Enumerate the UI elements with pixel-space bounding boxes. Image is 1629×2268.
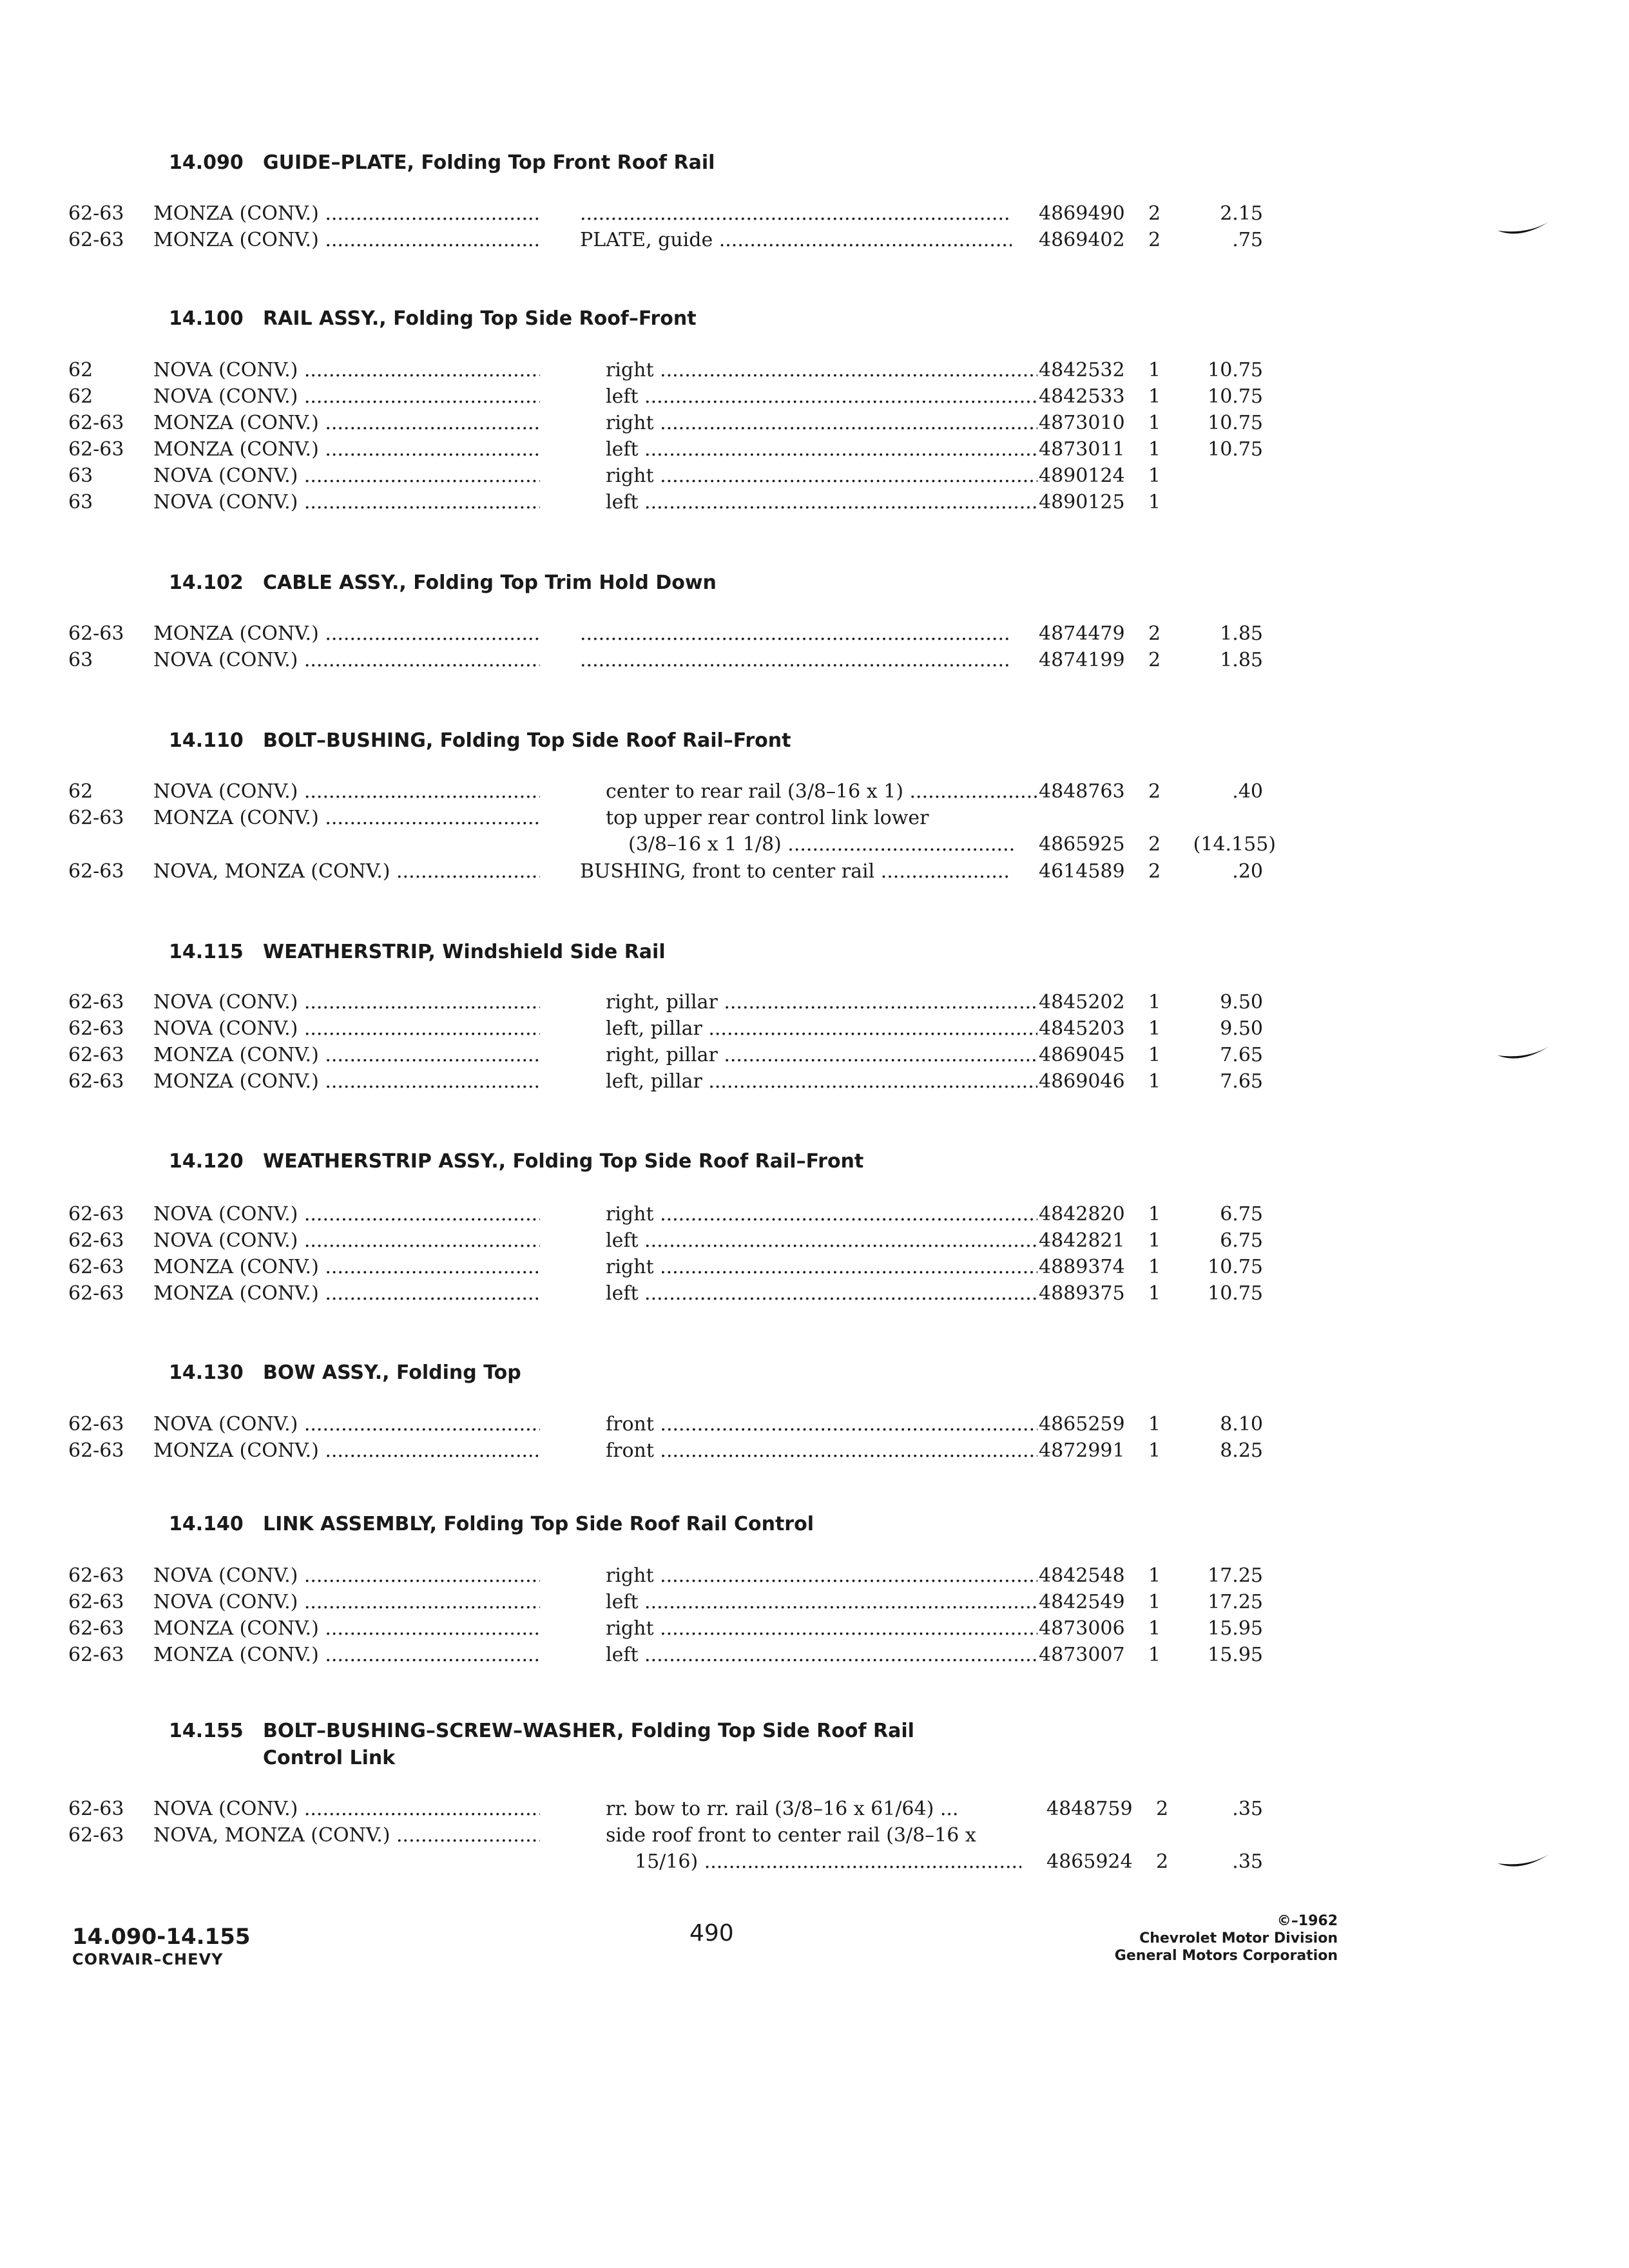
- part-number-cell: 4848759: [1046, 1798, 1133, 1820]
- year-cell: 62: [68, 359, 93, 381]
- description-cell: [580, 648, 1012, 673]
- model-cell: MONZA (CONV.) .....: [153, 1069, 540, 1095]
- price-cell: 7.65: [1220, 1044, 1263, 1066]
- part-number-cell: 4845202: [1039, 991, 1125, 1014]
- model-cell: MONZA (CONV.) .....: [153, 621, 540, 647]
- model-cell: MONZA (CONV.) .....: [153, 805, 540, 831]
- table-row: [0, 490, 1629, 515]
- table-row: [0, 621, 1629, 647]
- part-number-cell: 4874479: [1039, 622, 1125, 645]
- model-cell: MONZA (CONV.) .....: [153, 410, 540, 436]
- table-row: [0, 648, 1629, 673]
- model-cell: NOVA (CONV.) .....: [153, 1563, 540, 1589]
- section-title: RAIL ASSY., Folding Top Side Roof–Front: [263, 307, 697, 330]
- model-cell: NOVA (CONV.) .....: [153, 648, 540, 673]
- part-number-cell: 4889375: [1039, 1282, 1125, 1305]
- year-cell: 62-63: [68, 807, 124, 829]
- table-row: [0, 990, 1629, 1015]
- quantity-cell: 2: [1148, 202, 1161, 225]
- table-row: [0, 1823, 1629, 1849]
- model-cell: MONZA (CONV.) .....: [153, 1254, 540, 1280]
- table-row: [0, 227, 1629, 253]
- section-title: LINK ASSEMBLY, Folding Top Side Roof Rail Control: [263, 1513, 814, 1535]
- table-row: [0, 384, 1629, 410]
- part-number-cell: 4865259: [1039, 1413, 1125, 1436]
- year-cell: 62-63: [68, 860, 124, 883]
- quantity-cell: 1: [1148, 359, 1161, 381]
- price-cell: 8.25: [1220, 1439, 1263, 1462]
- model-cell: MONZA (CONV.) .....: [153, 437, 540, 463]
- description-cell: right, pillar .....: [606, 990, 1037, 1015]
- description-cell: PLATE, guide .....: [580, 227, 1012, 253]
- check-mark-icon: [1495, 1043, 1553, 1068]
- year-cell: 62-63: [68, 622, 124, 645]
- quantity-cell: 1: [1148, 1282, 1161, 1305]
- table-row: [0, 1043, 1629, 1068]
- part-number-cell: 4873010: [1039, 412, 1125, 434]
- model-cell: MONZA (CONV.) .....: [153, 1642, 540, 1668]
- section-number: 14.155: [169, 1720, 244, 1742]
- description-cell: right .....: [606, 1563, 1037, 1589]
- description-cell: [580, 201, 1012, 227]
- price-cell: 17.25: [1208, 1564, 1263, 1587]
- year-cell: 62-63: [68, 1070, 124, 1093]
- section-number: 14.130: [169, 1361, 244, 1384]
- description-cell: front .....: [606, 1412, 1037, 1437]
- quantity-cell: 1: [1148, 1229, 1161, 1252]
- description-cell: left .....: [606, 384, 1037, 410]
- part-number-cell: 4873006: [1039, 1617, 1125, 1640]
- description-cell: left .....: [606, 490, 1037, 515]
- section-heading: [169, 727, 791, 754]
- description-cell: right .....: [606, 463, 1037, 489]
- model-cell: NOVA (CONV.) .....: [153, 1228, 540, 1254]
- quantity-cell: 1: [1148, 1617, 1161, 1640]
- model-cell: NOVA (CONV.) .....: [153, 1016, 540, 1042]
- check-mark-icon: [1495, 1850, 1553, 1876]
- description-cell: right .....: [606, 358, 1037, 383]
- model-cell: NOVA (CONV.) .....: [153, 463, 540, 489]
- part-number-cell: 4873011: [1039, 438, 1125, 461]
- table-row: [0, 1438, 1629, 1464]
- table-row: [0, 437, 1629, 463]
- part-number-cell: 4865924: [1046, 1850, 1133, 1873]
- price-cell: 9.50: [1220, 991, 1263, 1014]
- part-number-cell: 4869046: [1039, 1070, 1125, 1093]
- year-cell: 62-63: [68, 1017, 124, 1040]
- price-cell: 6.75: [1220, 1203, 1263, 1225]
- model-cell: NOVA (CONV.) .....: [153, 490, 540, 515]
- footer-series: CORVAIR–CHEVY: [72, 1950, 224, 1968]
- quantity-cell: 1: [1148, 1044, 1161, 1066]
- quantity-cell: 1: [1148, 385, 1161, 408]
- description-cell: left .....: [606, 1590, 1037, 1615]
- year-cell: 63: [68, 465, 93, 487]
- part-number-cell: 4842532: [1039, 359, 1125, 381]
- year-cell: 62-63: [68, 1617, 124, 1640]
- section-number: 14.140: [169, 1513, 244, 1535]
- price-cell: .20: [1232, 860, 1263, 883]
- price-cell: 9.50: [1220, 1017, 1263, 1040]
- table-row: [0, 832, 1629, 858]
- part-number-cell: 4614589: [1039, 860, 1125, 883]
- year-cell: 62-63: [68, 1824, 124, 1847]
- copyright-text: ©–1962: [1277, 1913, 1338, 1929]
- price-cell: 6.75: [1220, 1229, 1263, 1252]
- quantity-cell: 2: [1148, 229, 1161, 251]
- quantity-cell: 2: [1156, 1850, 1169, 1873]
- quantity-cell: 1: [1148, 1591, 1161, 1613]
- price-cell: 15.95: [1208, 1644, 1263, 1666]
- model-cell: NOVA (CONV.) .....: [153, 358, 540, 383]
- price-cell: .75: [1232, 229, 1263, 251]
- price-cell: .40: [1232, 780, 1263, 803]
- description-cell: center to rear rail (3/8–16 x 1) .....: [606, 779, 1037, 805]
- part-number-cell: 4842820: [1039, 1203, 1125, 1225]
- quantity-cell: 1: [1148, 1644, 1161, 1666]
- description-cell: right, pillar .....: [606, 1043, 1037, 1068]
- part-number-cell: 4872991: [1039, 1439, 1125, 1462]
- table-row: [0, 805, 1629, 831]
- section-heading: [169, 570, 717, 597]
- footer-publisher: [1031, 1912, 1338, 1965]
- model-cell: MONZA (CONV.) .....: [153, 1043, 540, 1068]
- check-mark-icon: [1495, 218, 1553, 244]
- description-cell: right .....: [606, 1202, 1037, 1227]
- year-cell: 62-63: [68, 229, 124, 251]
- section-heading: [169, 1360, 521, 1387]
- quantity-cell: 1: [1148, 465, 1161, 487]
- price-cell: 8.10: [1220, 1413, 1263, 1436]
- part-number-cell: 4890124: [1039, 465, 1125, 487]
- year-cell: 62-63: [68, 1413, 124, 1436]
- description-cell: left, pillar .....: [606, 1069, 1037, 1095]
- section-number: 14.090: [169, 151, 244, 174]
- part-number-cell: 4889374: [1039, 1256, 1125, 1278]
- table-row: [0, 1202, 1629, 1227]
- section-number: 14.102: [169, 572, 244, 594]
- year-cell: 62-63: [68, 991, 124, 1014]
- quantity-cell: 1: [1148, 1203, 1161, 1225]
- quantity-cell: 2: [1148, 622, 1161, 645]
- section-title: WEATHERSTRIP, Windshield Side Rail: [263, 941, 666, 963]
- price-cell: 1.85: [1220, 622, 1263, 645]
- section-title: CABLE ASSY., Folding Top Trim Hold Down: [263, 572, 717, 594]
- table-row: [0, 1642, 1629, 1668]
- table-row: [0, 201, 1629, 227]
- description-cell: left .....: [606, 437, 1037, 463]
- price-cell: 17.25: [1208, 1591, 1263, 1613]
- part-number-cell: 4865925: [1039, 833, 1125, 856]
- section-title: BOW ASSY., Folding Top: [263, 1361, 521, 1384]
- part-number-cell: 4842548: [1039, 1564, 1125, 1587]
- year-cell: 62-63: [68, 438, 124, 461]
- year-cell: 62-63: [68, 1439, 124, 1462]
- description-cell: left, pillar .....: [606, 1016, 1037, 1042]
- price-cell: .35: [1232, 1850, 1263, 1873]
- part-number-cell: 4869402: [1039, 229, 1125, 251]
- model-cell: NOVA (CONV.) .....: [153, 384, 540, 410]
- corporation-name: General Motors Corporation: [1114, 1948, 1338, 1964]
- table-row: [0, 1563, 1629, 1589]
- description-cell: top upper rear control link lower: [606, 807, 929, 829]
- quantity-cell: 1: [1148, 491, 1161, 514]
- year-cell: 63: [68, 491, 93, 514]
- quantity-cell: 1: [1148, 1017, 1161, 1040]
- year-cell: 62-63: [68, 1798, 124, 1820]
- year-cell: 62-63: [68, 1203, 124, 1225]
- year-cell: 62-63: [68, 1282, 124, 1305]
- year-cell: 62-63: [68, 1564, 124, 1587]
- model-cell: NOVA, MONZA (CONV.) .....: [153, 1823, 540, 1849]
- quantity-cell: 2: [1148, 649, 1161, 671]
- model-cell: MONZA (CONV.) .....: [153, 1616, 540, 1642]
- year-cell: 62-63: [68, 1044, 124, 1066]
- description-cell: 15/16) .....: [635, 1849, 1021, 1875]
- quantity-cell: 1: [1148, 412, 1161, 434]
- description-cell: side roof front to center rail (3/8–16 x: [606, 1824, 976, 1847]
- table-row: [0, 1796, 1629, 1822]
- price-cell: 7.65: [1220, 1070, 1263, 1093]
- price-cell: (14.155): [1193, 833, 1276, 856]
- table-row: [0, 859, 1629, 885]
- section-heading: [169, 1148, 863, 1175]
- section-heading: [169, 305, 697, 332]
- price-cell: 10.75: [1208, 1282, 1263, 1305]
- section-heading: [169, 1718, 914, 1772]
- section-title: BOLT–BUSHING, Folding Top Side Roof Rail–Front: [263, 729, 791, 752]
- table-row: [0, 1616, 1629, 1642]
- quantity-cell: 1: [1148, 991, 1161, 1014]
- part-number-cell: 4873007: [1039, 1644, 1125, 1666]
- price-cell: 15.95: [1208, 1617, 1263, 1640]
- year-cell: 62: [68, 385, 93, 408]
- section-title: GUIDE–PLATE, Folding Top Front Roof Rail: [263, 151, 715, 174]
- section-number: 14.110: [169, 729, 244, 752]
- model-cell: NOVA (CONV.) .....: [153, 990, 540, 1015]
- table-row: [0, 1412, 1629, 1437]
- price-cell: 1.85: [1220, 649, 1263, 671]
- part-number-cell: 4845203: [1039, 1017, 1125, 1040]
- description-cell: [580, 621, 1012, 647]
- year-cell: 62-63: [68, 1229, 124, 1252]
- part-number-cell: 4842821: [1039, 1229, 1125, 1252]
- table-row: [0, 1016, 1629, 1042]
- quantity-cell: 1: [1148, 1413, 1161, 1436]
- year-cell: 62-63: [68, 202, 124, 225]
- footer-section-range: [72, 1924, 251, 1969]
- table-row: [0, 1281, 1629, 1307]
- part-number-cell: 4890125: [1039, 491, 1125, 514]
- section-number: 14.100: [169, 307, 244, 330]
- page-number: 490: [689, 1920, 734, 1946]
- description-cell: (3/8–16 x 1 1/8) .....: [628, 832, 1015, 858]
- model-cell: MONZA (CONV.) .....: [153, 201, 540, 227]
- model-cell: NOVA (CONV.) .....: [153, 1412, 540, 1437]
- year-cell: 63: [68, 649, 93, 671]
- section-title: BOLT–BUSHING–SCREW–WASHER, Folding Top Side Roof Rail: [263, 1720, 914, 1742]
- part-number-cell: 4869045: [1039, 1044, 1125, 1066]
- price-cell: 10.75: [1208, 438, 1263, 461]
- model-cell: NOVA (CONV.) .....: [153, 1590, 540, 1615]
- part-number-cell: 4848763: [1039, 780, 1125, 803]
- section-number: 14.120: [169, 1150, 244, 1173]
- table-row: [0, 1069, 1629, 1095]
- section-heading: [169, 939, 666, 966]
- price-cell: .35: [1232, 1798, 1263, 1820]
- description-cell: rr. bow to rr. rail (3/8–16 x 61/64) ...: [606, 1798, 959, 1820]
- footer-range: 14.090-14.155: [72, 1924, 251, 1950]
- table-row: [0, 1254, 1629, 1280]
- description-cell: right .....: [606, 1616, 1037, 1642]
- table-row: [0, 779, 1629, 805]
- quantity-cell: 1: [1148, 1564, 1161, 1587]
- quantity-cell: 1: [1148, 1070, 1161, 1093]
- description-cell: left .....: [606, 1228, 1037, 1254]
- part-number-cell: 4869490: [1039, 202, 1125, 225]
- table-row: [0, 1590, 1629, 1615]
- part-number-cell: 4842549: [1039, 1591, 1125, 1613]
- table-row: [0, 1228, 1629, 1254]
- price-cell: 10.75: [1208, 385, 1263, 408]
- description-cell: BUSHING, front to center rail .....: [580, 859, 1012, 885]
- quantity-cell: 2: [1148, 780, 1161, 803]
- section-heading: [169, 149, 715, 177]
- model-cell: MONZA (CONV.) .....: [153, 1281, 540, 1307]
- price-cell: 10.75: [1208, 359, 1263, 381]
- section-title-continued: Control Link: [263, 1747, 396, 1769]
- table-row: [0, 463, 1629, 489]
- quantity-cell: 2: [1148, 833, 1161, 856]
- description-cell: right .....: [606, 1254, 1037, 1280]
- description-cell: left .....: [606, 1642, 1037, 1668]
- quantity-cell: 2: [1156, 1798, 1169, 1820]
- price-cell: 2.15: [1220, 202, 1263, 225]
- description-cell: right .....: [606, 410, 1037, 436]
- part-number-cell: 4874199: [1039, 649, 1125, 671]
- price-cell: 10.75: [1208, 1256, 1263, 1278]
- quantity-cell: 1: [1148, 1439, 1161, 1462]
- quantity-cell: 2: [1148, 860, 1161, 883]
- year-cell: 62: [68, 780, 93, 803]
- description-cell: front .....: [606, 1438, 1037, 1464]
- model-cell: NOVA (CONV.) .....: [153, 779, 540, 805]
- model-cell: NOVA (CONV.) .....: [153, 1796, 540, 1822]
- section-number: 14.115: [169, 941, 244, 963]
- quantity-cell: 1: [1148, 438, 1161, 461]
- model-cell: NOVA, MONZA (CONV.) .....: [153, 859, 540, 885]
- section-heading: [169, 1511, 814, 1538]
- division-name: Chevrolet Motor Division: [1139, 1930, 1338, 1946]
- year-cell: 62-63: [68, 1644, 124, 1666]
- table-row: [0, 358, 1629, 383]
- year-cell: 62-63: [68, 1591, 124, 1613]
- quantity-cell: 1: [1148, 1256, 1161, 1278]
- part-number-cell: 4842533: [1039, 385, 1125, 408]
- section-title: WEATHERSTRIP ASSY., Folding Top Side Roof Rail–Front: [263, 1150, 864, 1173]
- year-cell: 62-63: [68, 1256, 124, 1278]
- model-cell: MONZA (CONV.) .....: [153, 1438, 540, 1464]
- table-row: [0, 410, 1629, 436]
- model-cell: MONZA (CONV.) .....: [153, 227, 540, 253]
- table-row: [0, 1849, 1629, 1875]
- year-cell: 62-63: [68, 412, 124, 434]
- description-cell: left .....: [606, 1281, 1037, 1307]
- model-cell: NOVA (CONV.) .....: [153, 1202, 540, 1227]
- price-cell: 10.75: [1208, 412, 1263, 434]
